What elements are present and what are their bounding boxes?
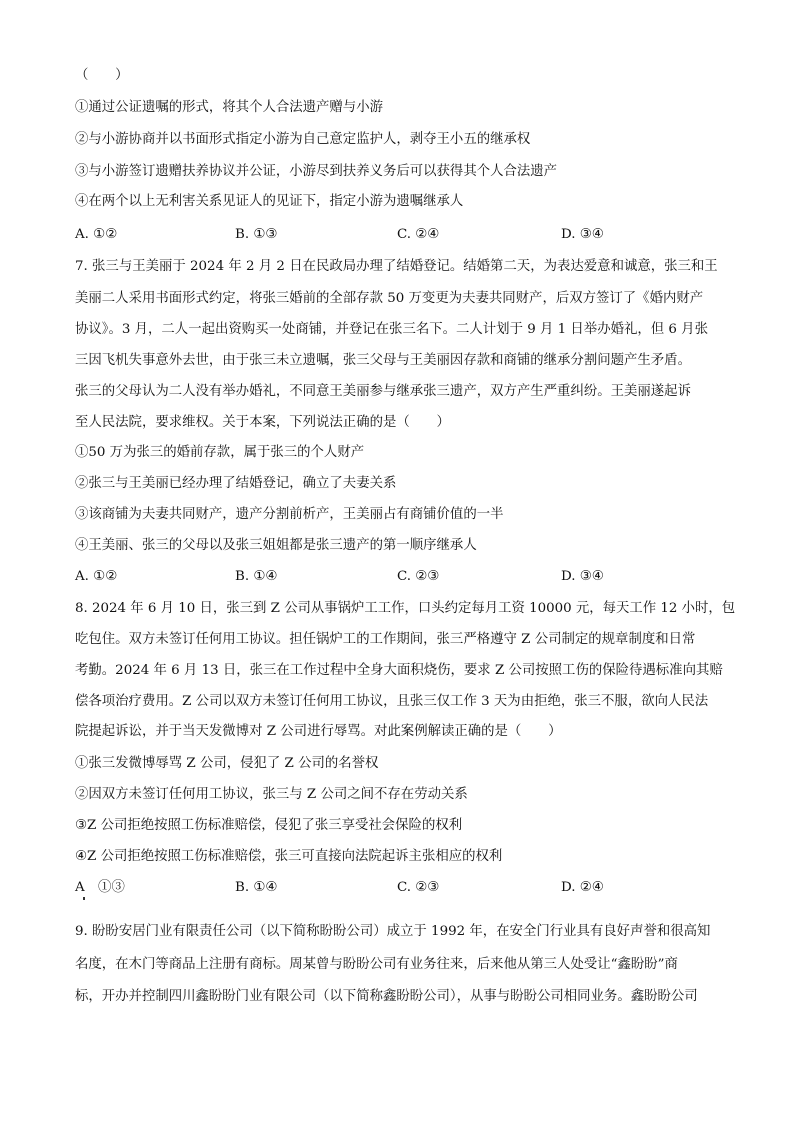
q7-option-d: D. ③④	[561, 569, 604, 584]
q7-stem-line-1: 7. 张三与王美丽于 2024 年 2 月 2 日在民政局办理了结婚登记。结婚第二天，为表达爱意和诚意，张三和王	[75, 259, 718, 274]
q9-stem-line-2: 名度，在木门等商品上注册有商标。周某曾与盼盼公司有业务往来，后来他从第三人处受让“鑫盼盼”商	[75, 957, 678, 972]
q6-answer-blank: （ ）	[75, 68, 129, 83]
q8-option-c: C. ②③	[397, 880, 440, 895]
q7-statement-4: ④王美丽、张三的父母以及张三姐姐都是张三遗产的第一顺序继承人	[75, 538, 477, 553]
q7-option-b: B. ①④	[235, 569, 278, 584]
q6-statement-2: ②与小游协商并以书面形式指定小游为自己意定监护人，剥夺王小五的继承权	[75, 132, 531, 147]
q9-stem-line-3: 标，开办并控制四川鑫盼盼门业有限公司（以下简称鑫盼盼公司），从事与盼盼公司相同业务。鑫盼盼公司	[75, 989, 698, 1004]
q8-stem-line-3: 考勤。2024 年 6 月 13 日，张三在工作过程中全身大面积烧伤，要求 Z 公司按照工伤的保险待遇标准向其赔	[75, 663, 723, 678]
q7-statement-2: ②张三与王美丽已经办理了结婚登记，确立了夫妻关系	[75, 476, 397, 491]
q7-stem-line-6: 至人民法院，要求维权。关于本案，下列说法正确的是（ ）	[75, 415, 450, 430]
q8-statement-2: ②因双方未签订任何用工协议，张三与 Z 公司之间不存在劳动关系	[75, 787, 468, 802]
q7-stem-line-3: 协议》。3 月，二人一起出资购买一处商铺，并登记在张三名下。二人计划于 9 月 1 日举办婚礼，但 6 月张	[75, 322, 708, 337]
q6-option-a: A. ①②	[75, 227, 118, 242]
q8-statement-3: ③Z 公司拒绝按照工伤标准赔偿，侵犯了张三享受社会保险的权利	[75, 818, 463, 833]
q6-statement-1: ①通过公证遗嘱的形式，将其个人合法遗产赠与小游	[75, 100, 383, 115]
q6-option-d: D. ③④	[561, 227, 604, 242]
q8-option-d: D. ②④	[561, 880, 604, 895]
q8-stem-line-2: 吃包住。双方未签订任何用工协议。担任锅炉工的工作期间，张三严格遵守 Z 公司制定的规章制度和日常	[75, 632, 696, 647]
q8-option-a: A ①③	[75, 880, 125, 895]
q9-stem-line-1: 9. 盼盼安居门业有限责任公司（以下简称盼盼公司）成立于 1992 年，在安全门行业具有良好声誉和很高知	[75, 924, 711, 939]
q7-stem-line-4: 三因飞机失事意外去世，由于张三未立遗嘱，张三父母与王美丽因存款和商铺的继承分割问题产生矛盾。	[75, 353, 691, 368]
q7-stem-line-5: 张三的父母认为二人没有举办婚礼，不同意王美丽参与继承张三遗产，双方产生严重纠纷。王美丽遂起诉	[75, 384, 691, 399]
q7-stem-line-2: 美丽二人采用书面形式约定，将张三婚前的全部存款 50 万变更为夫妻共同财产，后双方签订了《婚内财产	[75, 291, 704, 306]
q7-statement-3: ③该商铺为夫妻共同财产，遗产分割前析产，王美丽占有商铺价值的一半	[75, 507, 504, 522]
q7-option-c: C. ②③	[397, 569, 440, 584]
scan-speck	[83, 897, 85, 900]
q7-statement-1: ①50 万为张三的婚前存款，属于张三的个人财产	[75, 445, 365, 460]
q8-stem-line-5: 院提起诉讼，并于当天发微博对 Z 公司进行辱骂。对此案例解读正确的是（ ）	[75, 724, 562, 739]
q6-option-b: B. ①③	[235, 227, 278, 242]
q6-option-c: C. ②④	[397, 227, 440, 242]
q8-stem-line-4: 偿各项治疗费用。Z 公司以双方未签订任何用工协议，且张三仅工作 3 天为由拒绝，张三不服，欲向人民法	[75, 694, 709, 709]
q6-statement-3: ③与小游签订遗赠扶养协议并公证，小游尽到扶养义务后可以获得其个人合法遗产	[75, 164, 558, 179]
q8-option-b: B. ①④	[235, 880, 278, 895]
q6-statement-4: ④在两个以上无利害关系见证人的见证下，指定小游为遗嘱继承人	[75, 194, 464, 209]
q7-option-a: A. ①②	[75, 569, 118, 584]
q8-statement-1: ①张三发微博辱骂 Z 公司，侵犯了 Z 公司的名誉权	[75, 756, 379, 771]
q8-statement-4: ④Z 公司拒绝按照工伤标准赔偿，张三可直接向法院起诉主张相应的权利	[75, 849, 503, 864]
q8-stem-line-1: 8. 2024 年 6 月 10 日，张三到 Z 公司从事锅炉工工作，口头约定每月工资 10000 元，每天工作 12 小时，包	[75, 601, 736, 616]
